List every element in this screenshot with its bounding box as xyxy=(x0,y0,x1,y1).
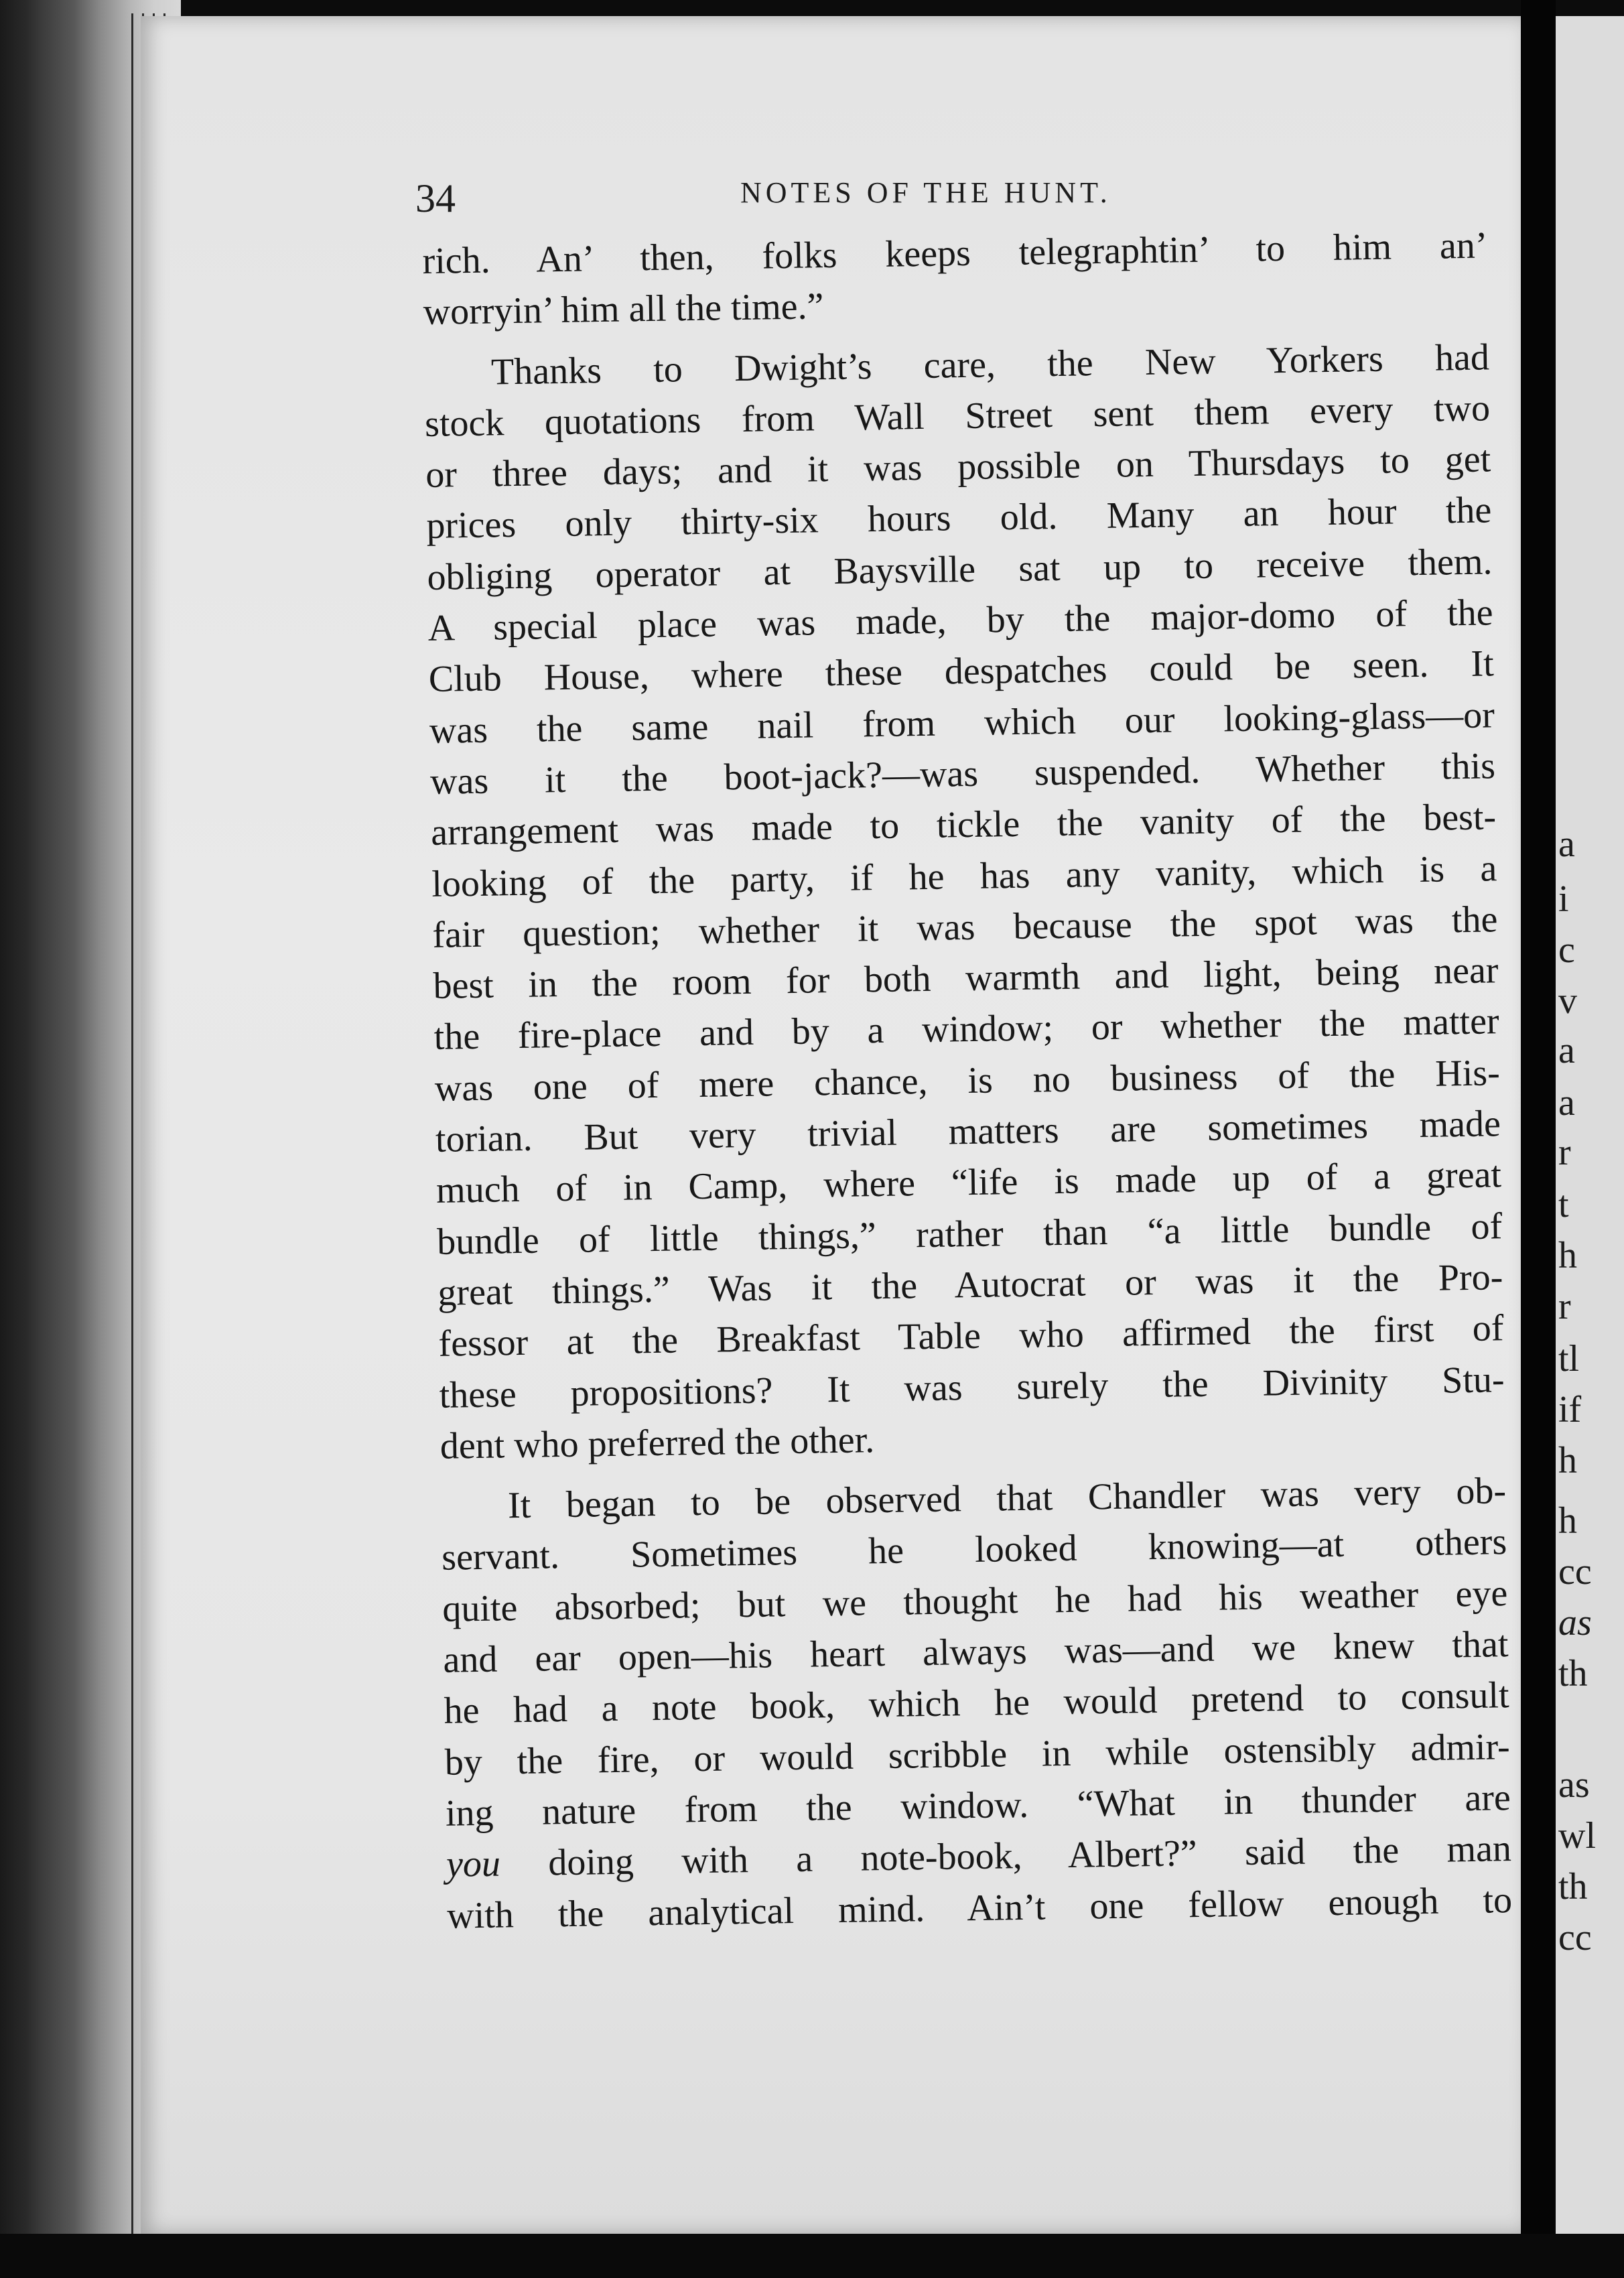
italic-word: you xyxy=(446,1842,501,1885)
text-line: obliging operator at Baysville sat up to receive them. xyxy=(427,541,1493,598)
fragment-letter: a xyxy=(1558,1030,1575,1071)
text-line: quite absorbed; but we thought he had his weather eye xyxy=(442,1572,1508,1630)
text-line: was the same nail from which our looking-glass—or xyxy=(429,694,1495,752)
fragment-letter: h xyxy=(1558,1235,1577,1276)
fragment-letter: cc xyxy=(1558,1917,1592,1958)
fragment-letter: cc xyxy=(1558,1551,1592,1593)
fragment-letter: h xyxy=(1558,1440,1577,1481)
text-line: fair question; whether it was because the spot was the xyxy=(432,898,1498,956)
fragment-letter: r xyxy=(1558,1286,1571,1327)
fragment-letter: th xyxy=(1558,1866,1588,1907)
text-line: Thanks to Dwight’s care, the New Yorkers had xyxy=(490,336,1490,393)
text-line: Club House, where these despatches could be seen. It xyxy=(428,643,1495,701)
text-line: torian. But very trivial matters are sometimes made xyxy=(435,1103,1501,1160)
gutter-shadow xyxy=(1521,0,1556,2278)
text-line: fessor at the Breakfast Table who affirmed the first of xyxy=(438,1307,1504,1365)
text-line: great things.” Was it the Autocrat or was it the Pro- xyxy=(437,1256,1503,1314)
text-line: the fire-place and by a window; or whether the matter xyxy=(433,1000,1500,1059)
text-line: rich. An’ then, folks keeps telegraphtin’ to him an’ xyxy=(422,224,1488,282)
fragment-letter: as xyxy=(1558,1602,1592,1644)
text-line: arrangement was made to tickle the vanity of the best- xyxy=(430,796,1497,854)
text-line: servant. Sometimes he looked knowing—at others xyxy=(441,1521,1507,1579)
fragment-letter: r xyxy=(1558,1132,1571,1173)
text-line: or three days; and it was possible on Thursdays to get xyxy=(425,438,1491,496)
fragment-letter: wl xyxy=(1558,1815,1596,1857)
running-head: NOTES OF THE HUNT. xyxy=(740,176,1111,209)
text-line: these propositions? It was surely the Divinity Stu- xyxy=(439,1358,1505,1416)
text-line: A special place was made, by the major-domo of the xyxy=(427,592,1493,650)
page-number: 34 xyxy=(415,176,456,220)
text-line: and ear open—his heart always was—and we knew that xyxy=(443,1623,1509,1681)
text-line: worryin’ him all the time.” xyxy=(423,285,824,334)
fragment-letter: if xyxy=(1558,1389,1582,1430)
text-line: It began to be observed that Chandler was very ob- xyxy=(507,1470,1507,1527)
fragment-letter: a xyxy=(1558,823,1575,865)
page-body-text xyxy=(422,220,1513,1941)
fragment-letter: tl xyxy=(1558,1338,1580,1380)
fragment-letter: v xyxy=(1558,980,1577,1022)
text-line: with the analytical mind. Ain’t one fellow enough to xyxy=(446,1879,1513,1937)
text-line: best in the room for both warmth and light, being near xyxy=(433,949,1499,1008)
fragment-letter: a xyxy=(1558,1082,1575,1124)
text-line-rest: doing with a note-book, Albert?” said the man xyxy=(500,1828,1512,1885)
text-line: dent who preferred the other. xyxy=(439,1419,875,1467)
text-line: was it the boot-jack?—was suspended. Whether this xyxy=(429,745,1496,803)
text-line: ing nature from the window. “What in thunder are xyxy=(445,1777,1511,1834)
scan-bottom-border xyxy=(0,2234,1624,2278)
text-line: he had a note book, which he would pretend to consult xyxy=(444,1674,1509,1733)
fragment-letter: c xyxy=(1558,929,1575,971)
fragment-letter: th xyxy=(1558,1653,1588,1694)
text-line: was one of mere chance, is no business of the His- xyxy=(434,1052,1501,1110)
text-line: by the fire, or would scribble in while ostensibly admir- xyxy=(444,1725,1511,1784)
fragment-letter: as xyxy=(1558,1764,1590,1806)
text-line: much of in Camp, where “life is made up of a great xyxy=(435,1154,1502,1212)
text-line: prices only thirty-six hours old. Many an hour the xyxy=(425,489,1492,547)
fragment-letter: h xyxy=(1558,1500,1577,1542)
fragment-letter: t xyxy=(1558,1184,1569,1225)
page-edge-line xyxy=(131,13,133,2251)
text-line: bundle of little things,” rather than “a little bundle of xyxy=(436,1205,1503,1263)
text-line: looking of the party, if he has any vanity, which is a xyxy=(431,847,1497,905)
adjacent-page-fragment xyxy=(1556,16,1624,2234)
text-line: stock quotations from Wall Street sent them every two xyxy=(424,387,1491,445)
fragment-letter: i xyxy=(1558,878,1569,920)
